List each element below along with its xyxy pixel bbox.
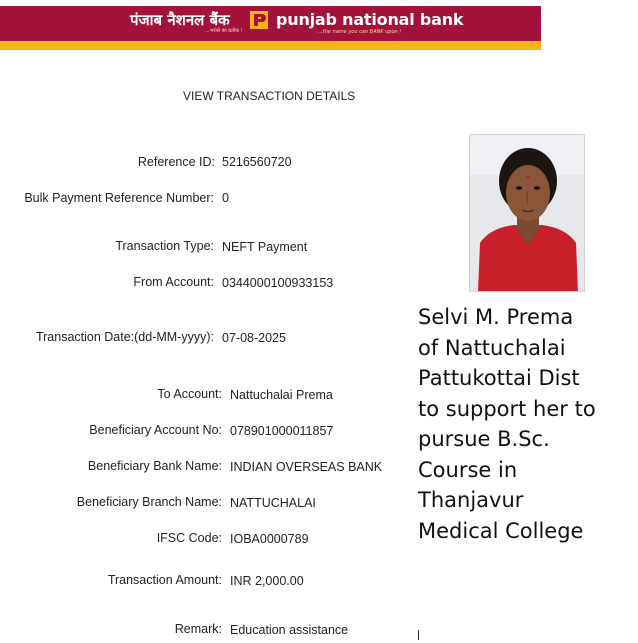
detail-label: From Account: bbox=[133, 275, 214, 289]
caption-line: Selvi M. Prema bbox=[418, 305, 574, 329]
detail-row-beneficiary-bank bbox=[0, 459, 222, 475]
detail-value-wrap bbox=[230, 424, 420, 440]
detail-label: Reference ID: bbox=[137, 155, 215, 169]
detail-row-transaction-type bbox=[0, 239, 214, 255]
detail-value: Education assistance bbox=[230, 623, 349, 637]
caption-line: pursue B.Sc. bbox=[418, 427, 550, 451]
banner-gold-stripe bbox=[0, 41, 541, 50]
detail-value: INDIAN OVERSEAS BANK bbox=[230, 460, 383, 474]
detail-row-transaction-amount bbox=[0, 573, 222, 589]
detail-value: Nattuchalai Prema bbox=[230, 388, 333, 402]
detail-value: NEFT Payment bbox=[222, 240, 308, 254]
detail-label: Beneficiary Bank Name: bbox=[87, 459, 222, 473]
detail-value: NATTUCHALAI bbox=[230, 496, 316, 510]
bank-tagline-english: ...the name you can BANK upon ! bbox=[318, 29, 402, 35]
bank-name-hindi: पंजाब नैशनल बैंक bbox=[130, 11, 230, 29]
detail-value: 0344000100933153 bbox=[222, 276, 334, 290]
person-photo-icon bbox=[470, 135, 585, 292]
text-cursor bbox=[418, 630, 419, 640]
beneficiary-photo bbox=[469, 134, 585, 292]
detail-label: Remark: bbox=[174, 622, 222, 636]
detail-row-to-account bbox=[0, 387, 222, 403]
detail-label: Transaction Type: bbox=[115, 239, 214, 253]
detail-value-wrap bbox=[222, 276, 422, 292]
caption-line: Thanjavur bbox=[418, 488, 524, 512]
detail-value: 0 bbox=[222, 191, 229, 205]
caption-line: to support her to bbox=[418, 396, 596, 421]
detail-row-ifsc-code bbox=[0, 531, 222, 547]
detail-row-remark bbox=[0, 622, 222, 638]
detail-value-wrap bbox=[222, 155, 422, 171]
detail-value-wrap bbox=[222, 240, 422, 256]
detail-label: Beneficiary Branch Name: bbox=[76, 495, 222, 509]
caption-line: Medical College bbox=[418, 518, 584, 543]
detail-value: 5216560720 bbox=[222, 155, 292, 169]
page-title: VIEW TRANSACTION DETAILS bbox=[183, 89, 356, 103]
caption-line: Pattukottai Dist bbox=[418, 366, 580, 390]
detail-row-from-account bbox=[0, 275, 214, 291]
detail-row-transaction-date bbox=[0, 330, 214, 346]
detail-value-wrap bbox=[230, 496, 420, 512]
bank-tagline-hindi: ...भरोसे का प्रतीक ! bbox=[205, 28, 243, 34]
beneficiary-caption bbox=[418, 302, 633, 546]
detail-row-beneficiary-branch bbox=[0, 495, 222, 511]
detail-value-wrap bbox=[222, 191, 322, 207]
detail-value: 078901000011857 bbox=[230, 424, 334, 438]
detail-value-wrap bbox=[230, 388, 420, 404]
detail-label: Bulk Payment Reference Number: bbox=[24, 191, 214, 205]
caption-line: of Nattuchalai bbox=[418, 335, 566, 360]
detail-value-wrap bbox=[230, 460, 420, 476]
detail-row-bulk-ref bbox=[0, 191, 214, 207]
detail-label: IFSC Code: bbox=[156, 531, 222, 545]
detail-value-wrap bbox=[230, 532, 420, 548]
detail-label: Transaction Amount: bbox=[107, 573, 222, 587]
detail-label: To Account: bbox=[157, 387, 222, 401]
detail-value: 07-08-2025 bbox=[222, 331, 286, 345]
detail-value: IOBA0000789 bbox=[230, 532, 309, 546]
pnb-logo-icon bbox=[250, 11, 268, 29]
detail-value-wrap bbox=[222, 331, 422, 347]
detail-row-beneficiary-account bbox=[0, 423, 222, 439]
detail-value-wrap bbox=[230, 574, 420, 590]
bank-header-banner bbox=[0, 6, 541, 50]
bank-name-english: punjab national bank bbox=[276, 10, 464, 29]
detail-label: Transaction Date:(dd-MM-yyyy): bbox=[35, 330, 214, 344]
detail-label: Beneficiary Account No: bbox=[89, 423, 222, 437]
detail-value-wrap bbox=[230, 623, 420, 639]
caption-line: Course in bbox=[418, 457, 518, 482]
detail-row-reference-id bbox=[0, 155, 215, 171]
detail-value: INR 2,000.00 bbox=[230, 574, 304, 588]
